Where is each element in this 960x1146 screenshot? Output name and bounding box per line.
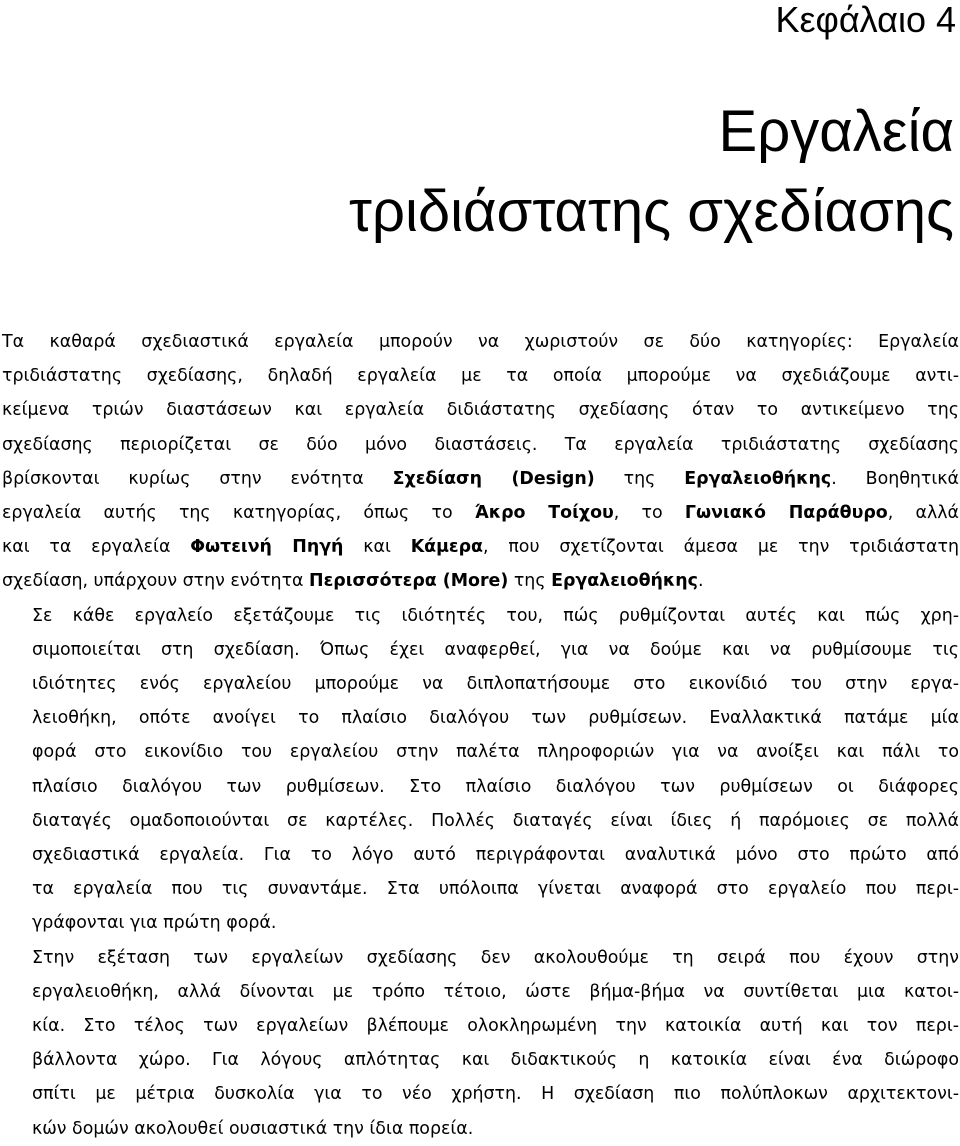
term-more-section: Περισσότερα (More) [309, 571, 509, 592]
text-line: κείμενα τριών διαστάσεων και εργαλεία διδιάστατης σχεδίασης όταν το αντικείμενο της [2, 400, 959, 421]
term-light-source: Φωτεινή Πηγή [190, 537, 344, 558]
text-line: φορά στο εικονίδιο του εργαλείου στην παλέτα πληροφοριών για να ανοίξει και πάλι το [32, 742, 959, 763]
chapter-title [349, 92, 954, 252]
text-line: βάλλοντα χώρο. Για λόγους απλότητας και διδακτικούς η κατοικία είναι ένα διώροφο [32, 1050, 959, 1071]
text-line: σιμοποιείται στη σχεδίαση. Όπως έχει αναφερθεί, για να δούμε και να ρυθμίσουμε τις [32, 639, 959, 660]
term-toolbox: Εργαλειοθήκης [684, 468, 832, 489]
chapter-title-line-1: Εργαλεία [718, 99, 954, 164]
text-line: λειοθήκη, οπότε ανοίγει το πλαίσιο διαλόγου των ρυθμίσεων. Εναλλακτικά πατάμε μία [32, 708, 959, 729]
term-camera: Κάμερα [410, 537, 483, 558]
text-line: τριδιάστατης σχεδίασης, δηλαδή εργαλεία με τα οποία μπορούμε να σχεδιάζουμε αντι- [2, 366, 959, 387]
paragraph-tool-settings [2, 599, 959, 941]
term-wall-end: Άκρο Τοίχου [474, 503, 614, 524]
text-line: σχεδιαστικά εργαλεία. Για το λόγο αυτό περιγράφονται αναλυτικά μόνο στο πρώτο από [32, 845, 959, 866]
text-line: κία. Στο τέλος των εργαλείων βλέπουμε ολοκληρωμένη την κατοικία αυτή και τον περι- [32, 1016, 959, 1037]
paragraph-tool-order [2, 941, 959, 1146]
chapter-title-line-2: τριδιάστατης σχεδίασης [349, 179, 954, 244]
text-line: διαταγές ομαδοποιούνται σε καρτέλες. Πολλές διαταγές είναι ίδιες ή παρόμοιες σε πολλά [32, 810, 959, 831]
term-design-section: Σχεδίαση (Design) [392, 468, 595, 489]
text-line: γράφονται για πρώτη φορά. [32, 913, 277, 934]
body-text [2, 325, 959, 1146]
text-line: Στην εξέταση των εργαλείων σχεδίασης δεν ακολουθούμε τη σειρά που έχουν στην [32, 947, 959, 968]
paragraph-intro [2, 325, 959, 599]
text-line: Τα καθαρά σχεδιαστικά εργαλεία μπορούν να χωριστούν σε δύο κατηγορίες: Εργαλεία [2, 332, 959, 352]
text-line: σπίτι με μέτρια δυσκολία για το νέο χρήστη. Η σχεδίαση πιο πολύπλοκων αρχιτεκτονι- [32, 1084, 959, 1105]
text-line: σχεδίαση, υπάρχουν στην ενότητα Περισσότερα (More) της Εργαλειοθήκης. [2, 571, 704, 592]
text-line: πλαίσιο διαλόγου των ρυθμίσεων. Στο πλαίσιο διαλόγου των ρυθμίσεων οι διάφορες [32, 776, 959, 797]
chapter-label: Κεφάλαιο 4 [775, 0, 956, 40]
term-corner-window: Γωνιακό Παράθυρο [684, 503, 888, 524]
text-line: ιδιότητες ενός εργαλείου μπορούμε να διπλοπατήσουμε στο εικονίδιό του στην εργα- [32, 674, 959, 695]
text-line: εργαλεία αυτής της κατηγορίας, όπως το Άκρο Τοίχου, το Γωνιακό Παράθυρο, αλλά [2, 503, 959, 524]
text-line: κών δομών ακολουθεί ουσιαστικά την ίδια πορεία. [32, 1118, 474, 1139]
text-line: και τα εργαλεία Φωτεινή Πηγή και Κάμερα, που σχετίζονται άμεσα με την τριδιάστατη [2, 537, 959, 558]
text-line: τα εργαλεία που τις συναντάμε. Στα υπόλοιπα γίνεται αναφορά στο εργαλείο που περι- [32, 879, 959, 900]
text-line: εργαλειοθήκη, αλλά δίνονται με τρόπο τέτοιο, ώστε βήμα-βήμα να συντίθεται μια κατοι- [32, 981, 959, 1002]
text-line: Σε κάθε εργαλείο εξετάζουμε τις ιδιότητές του, πώς ρυθμίζονται αυτές και πώς χρη- [32, 605, 959, 626]
text-line: σχεδίασης περιορίζεται σε δύο μόνο διαστάσεις. Τα εργαλεία τριδιάστατης σχεδίασης [2, 434, 959, 455]
term-toolbox: Εργαλειοθήκης [551, 571, 698, 592]
text-line: βρίσκονται κυρίως στην ενότητα Σχεδίαση (Design) της Εργαλειοθήκης. Βοηθητικά [2, 468, 959, 489]
